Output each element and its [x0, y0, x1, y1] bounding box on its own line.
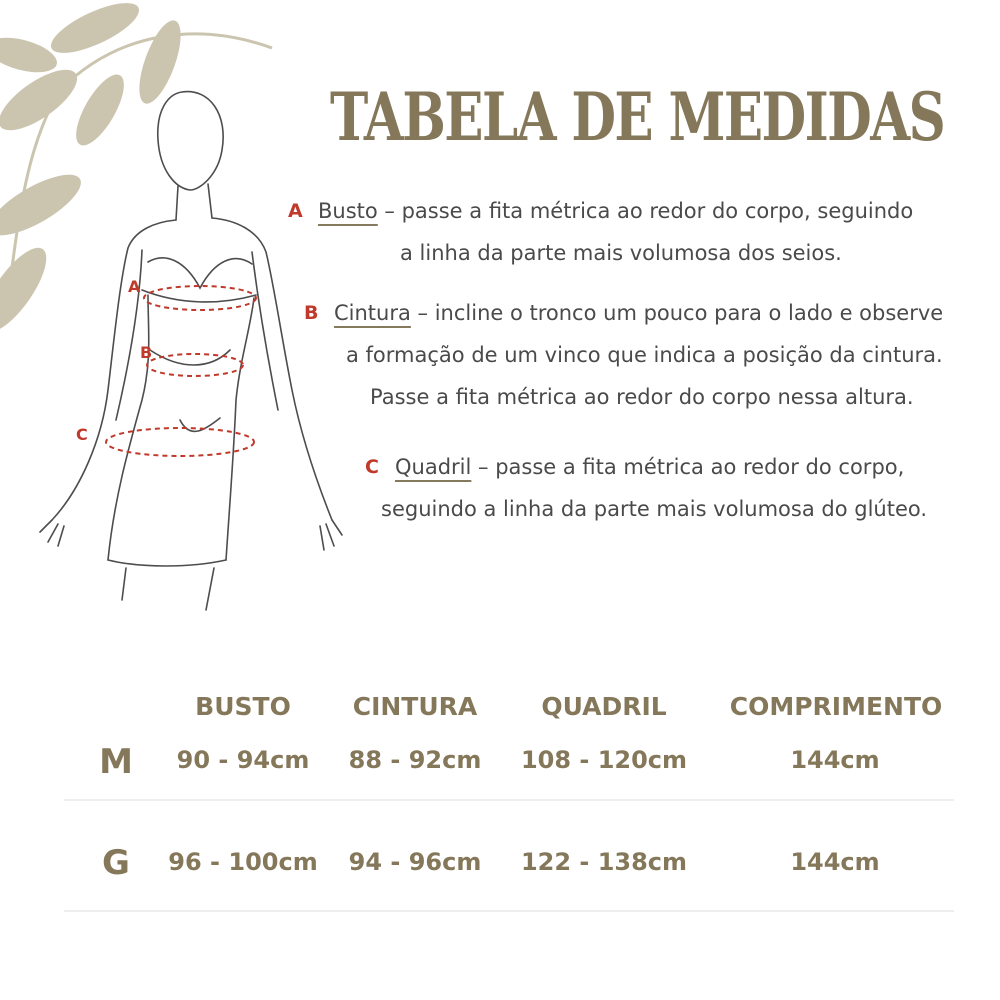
- marker-c: C: [76, 425, 88, 444]
- table-cell: 94 - 96cm: [348, 848, 482, 876]
- instruction-letter: C: [365, 456, 379, 478]
- instruction-line: seguindo a linha da parte mais volumosa do glúteo.: [381, 497, 928, 521]
- row-divider: [64, 910, 954, 912]
- col-header-busto: BUSTO: [195, 692, 291, 721]
- table-cell: 90 - 94cm: [176, 746, 310, 774]
- col-header-cintura: CINTURA: [352, 692, 478, 721]
- instruction-line: – passe a fita métrica ao redor do corpo, seguindo: [377, 199, 914, 223]
- col-header-quadril: QUADRIL: [541, 692, 667, 721]
- body-sketch: [30, 80, 360, 620]
- instruction-letter: A: [288, 200, 303, 222]
- instruction-term: Quadril: [395, 455, 472, 479]
- instruction-letter: B: [304, 302, 319, 324]
- table-cell: 144cm: [790, 848, 880, 876]
- instruction-quadril: [365, 446, 928, 530]
- table-cell: 108 - 120cm: [520, 746, 688, 774]
- table-cell: 88 - 92cm: [348, 746, 482, 774]
- instruction-line: a linha da parte mais volumosa dos seios.: [400, 241, 842, 265]
- marker-a: A: [128, 277, 141, 296]
- instruction-term: Cintura: [334, 301, 411, 325]
- instruction-line: – incline o tronco um pouco para o lado e observe: [410, 301, 944, 325]
- size-label: G: [102, 843, 130, 883]
- table-cell: 144cm: [790, 746, 880, 774]
- instruction-line: – passe a fita métrica ao redor do corpo,: [471, 455, 905, 479]
- instruction-cintura: [304, 292, 944, 418]
- table-cell: 122 - 138cm: [520, 848, 688, 876]
- col-header-comprimento: COMPRIMENTO: [729, 692, 943, 721]
- instruction-line: a formação de um vinco que indica a posição da cintura.: [346, 343, 943, 367]
- page-title: TABELA DE MEDIDAS: [330, 78, 945, 156]
- row-divider: [64, 799, 954, 801]
- size-label: M: [99, 742, 133, 782]
- instruction-term: Busto: [318, 199, 378, 223]
- marker-b: B: [140, 343, 153, 362]
- instruction-line: Passe a fita métrica ao redor do corpo nessa altura.: [370, 385, 914, 409]
- table-cell: 96 - 100cm: [168, 848, 318, 876]
- instruction-busto: [288, 190, 914, 274]
